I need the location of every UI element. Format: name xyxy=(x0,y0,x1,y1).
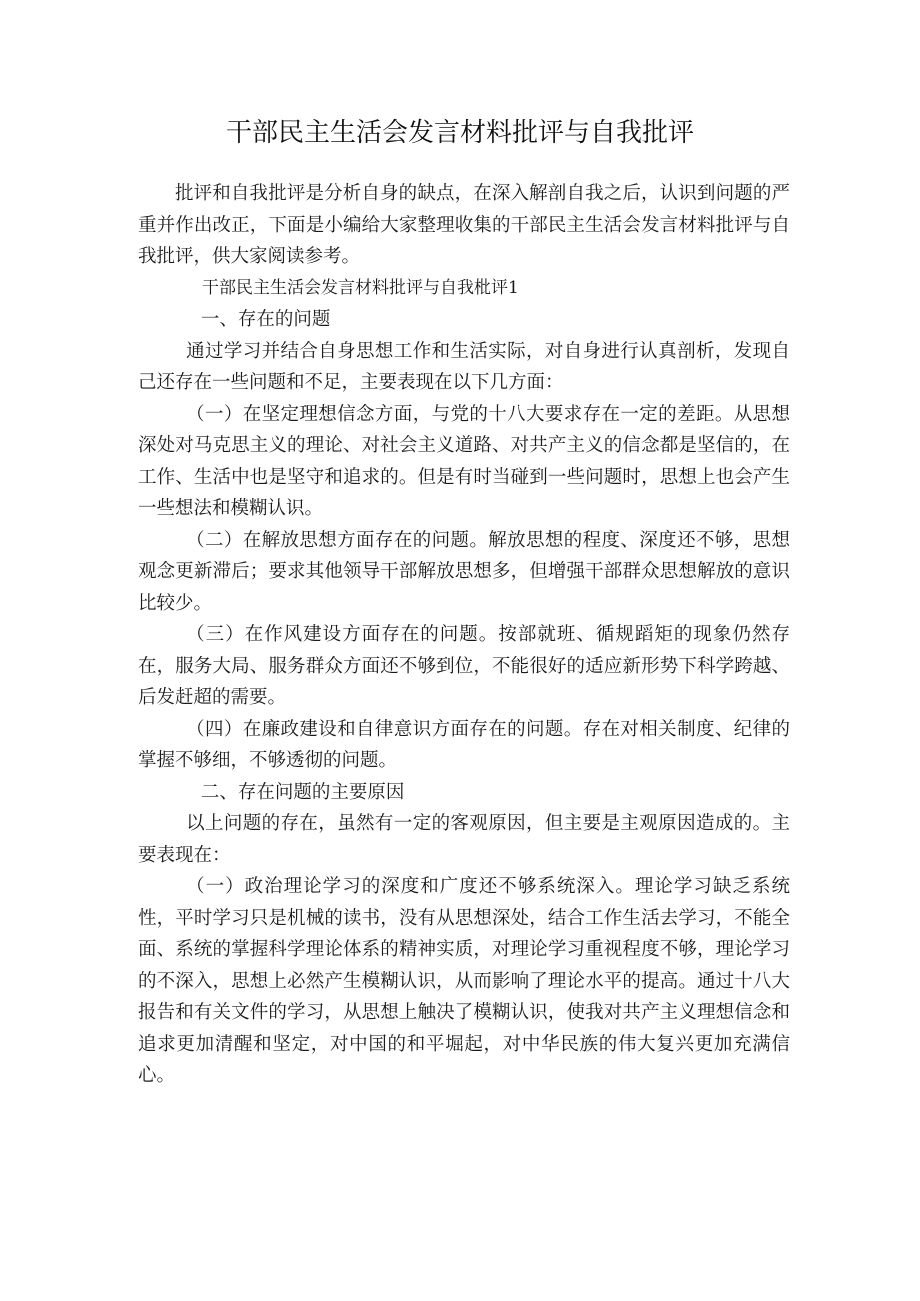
item-3: （三）在作风建设方面存在的问题。按部就班、循规蹈矩的现象仍然存在，服务大局、服务群众方面还不够到位，不能很好的适应新形势下科学跨越、后发赶超的需要。 xyxy=(138,624,790,708)
document-title: 干部民主生活会发言材料批评与自我批评 xyxy=(225,118,694,148)
document-body xyxy=(138,178,790,1092)
item-4: （四）在廉政建设和自律意识方面存在的问题。存在对相关制度、纪律的掌握不够细，不够透彻的问题。 xyxy=(138,718,790,771)
section-subtitle: 干部民主生活会发言材料批评与自我枇评1 xyxy=(202,277,519,298)
section1-intro: 通过学习并结合自身思想工作和生活实际，对自身进行认真剖析，发现自己还存在一些问题和不足，主要表现在以下几方面： xyxy=(138,340,790,393)
section1-heading: 一、存在的问题 xyxy=(200,309,331,330)
item-2: （二）在解放思想方面存在的问题。解放思想的程度、深度还不够，思想观念更新滞后；要求其他领导干部解放思想多，但增强干部群众思想解放的意识比较少。 xyxy=(138,529,790,614)
section2-intro: 以上问题的存在，虽然有一定的客观原因，但主要是主观原因造成的。主要表现在： xyxy=(138,813,790,866)
intro-paragraph: 批评和自我批评是分析自身的缺点，在深入解剖自我之后，认识到问题的严重并作出改正，下面是小编给大家整理收集的干部民主生活会发言材料批评与自我批评，供大家阅读参考。 xyxy=(138,183,790,267)
section2-heading: 二、存在问题的主要原因 xyxy=(200,781,405,803)
item-5: （一）政治理论学习的深度和广度还不够系统深入。理论学习缺乏系统性，平时学习只是机械的读书，没有从思想深处，结合工作生活去学习，不能全面、系统的掌握科学理论体系的精神实质，对理论学习重视程度不够，理论学习的不深入，思想上必然产生模糊认识，从而影响了理论水平的提高。通过十八大报告和有关文件的学习，从思想上触决了模糊认识，使我对共产主义理想信念和追求更加清醒和坚定，对中国的和平堀起，对中华民族的伟大复兴更加充满信心。 xyxy=(138,876,790,1086)
item-1: （一）在坚定理想信念方面，与党的十八大要求存在一定的差距。从思想深处对马克思主义的理论、对社会主义道路、对共产主义的信念都是坚信的，在工作、生活中也是坚守和追求的。但是有时当碰到一些问题时，思想上也会产生一些想法和模糊认识。 xyxy=(138,403,790,519)
